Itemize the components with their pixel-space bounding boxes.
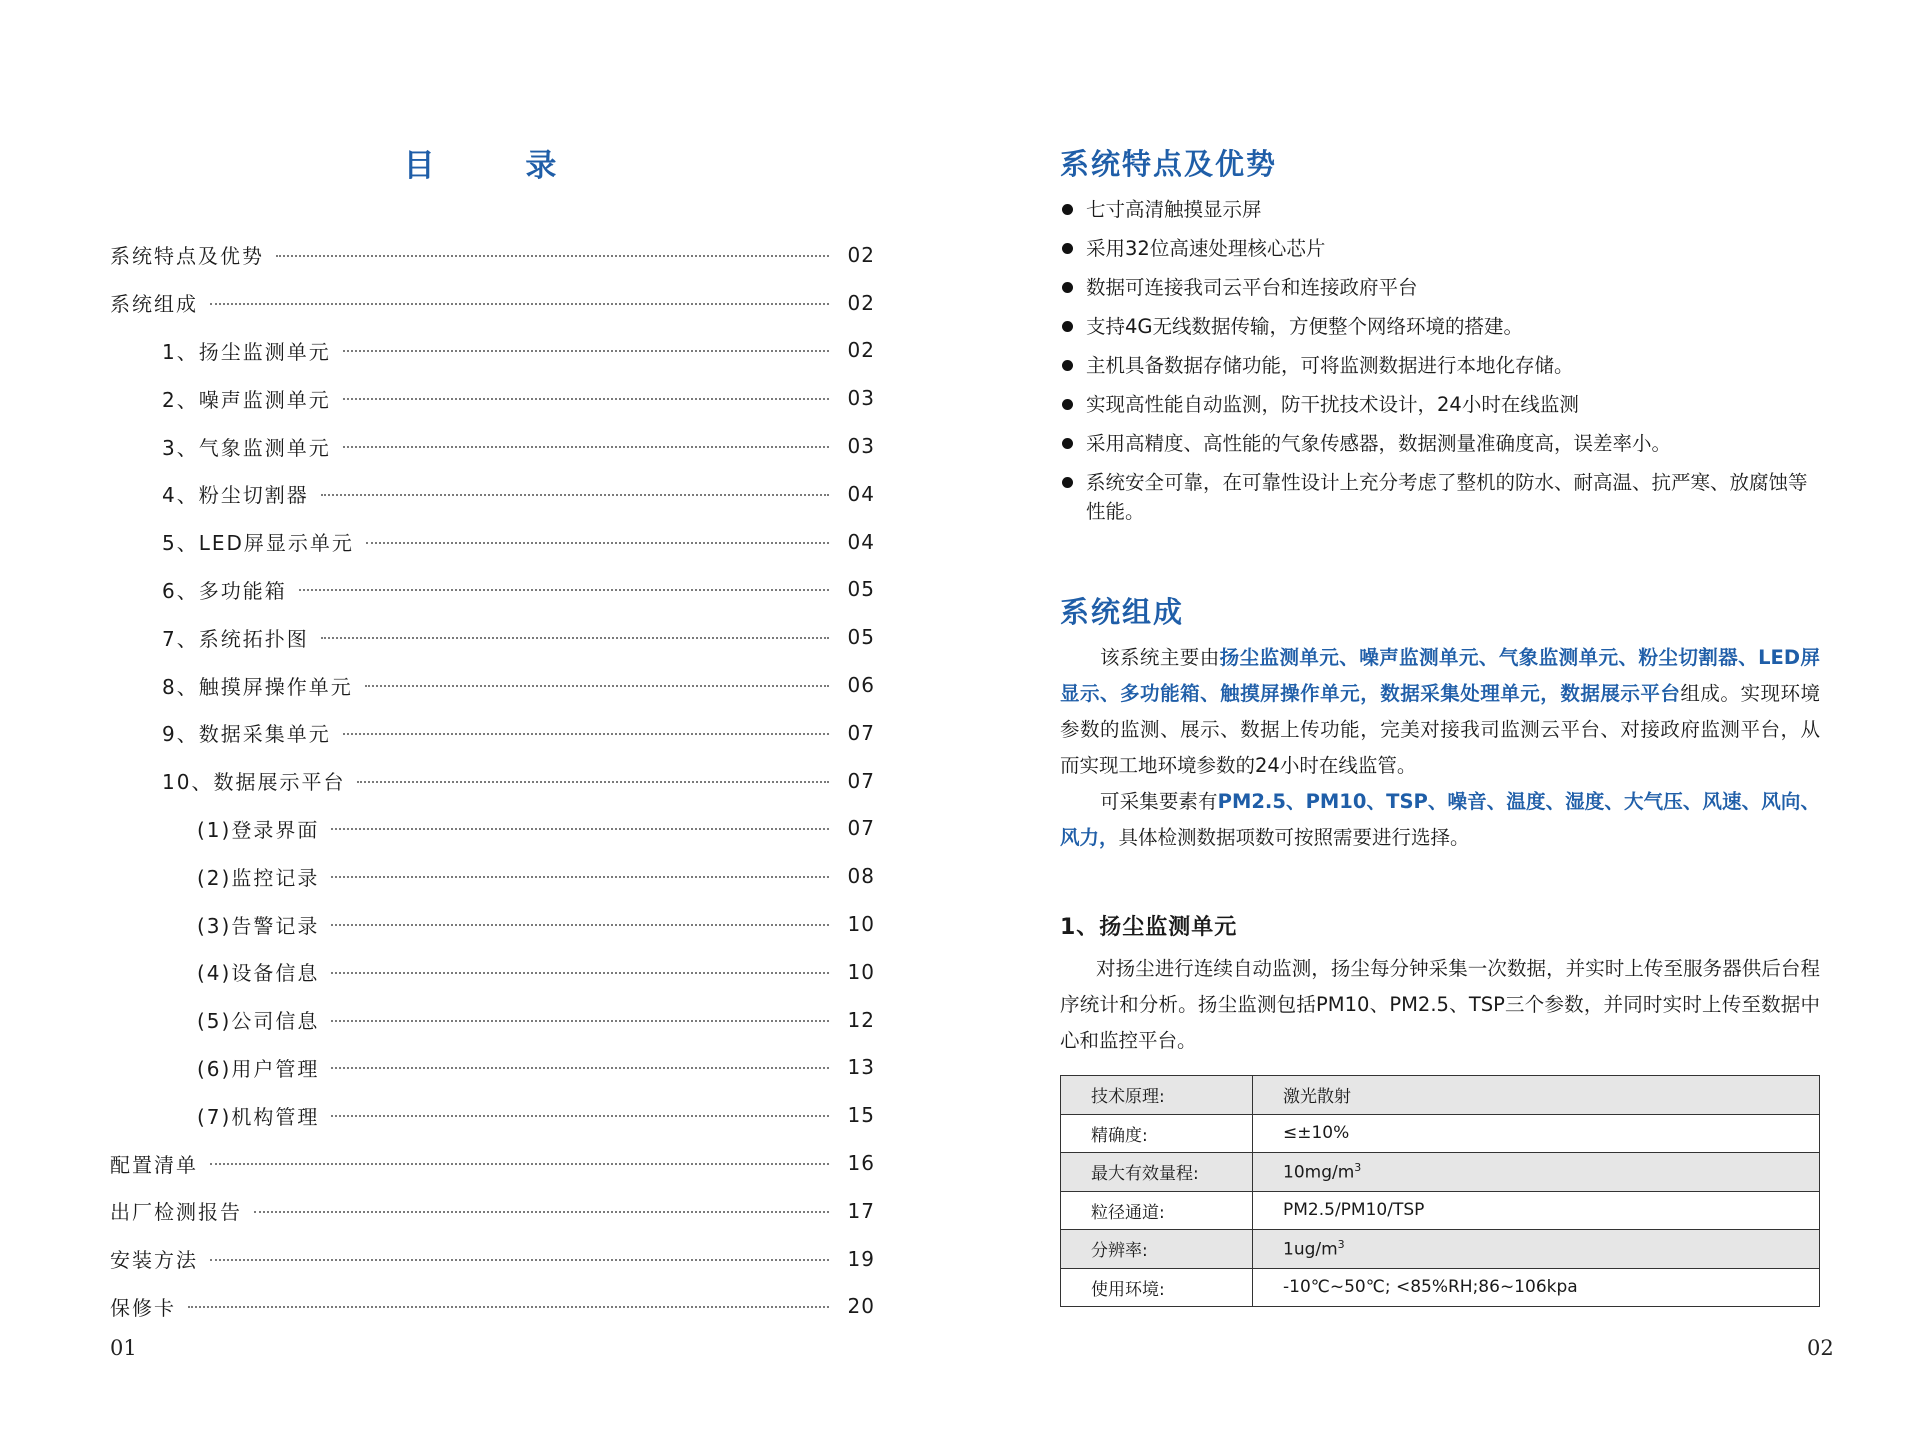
toc-entry-label: 保修卡 <box>110 1295 176 1320</box>
toc-entry-page: 04 <box>847 529 875 554</box>
toc-entry <box>110 518 875 566</box>
spec-value-superscript: 3 <box>1354 1160 1362 1174</box>
toc-leader-dots <box>331 924 829 926</box>
toc-entry-page: 07 <box>847 816 875 841</box>
toc-entry <box>110 1044 875 1092</box>
feature-list <box>1060 195 1820 536</box>
composition-paragraph-1 <box>1060 640 1820 784</box>
page-number-left: 01 <box>110 1336 137 1360</box>
spec-key: 分辨率: <box>1061 1230 1253 1269</box>
toc-leader-dots <box>210 1163 829 1165</box>
spec-row <box>1061 1268 1820 1307</box>
spec-value <box>1253 1076 1820 1115</box>
spec-value-superscript: 3 <box>1337 1237 1345 1251</box>
toc-entry-label: 2、噪声监测单元 <box>162 387 331 412</box>
toc-entry-page: 19 <box>847 1246 875 1271</box>
toc-leader-dots <box>299 589 829 591</box>
toc-entry <box>110 1283 875 1331</box>
toc-entry <box>110 757 875 805</box>
toc-entry <box>110 900 875 948</box>
spec-key: 技术原理: <box>1061 1076 1253 1115</box>
toc-leader-dots <box>331 1067 829 1069</box>
toc-entry <box>110 661 875 709</box>
feature-item: 实现高性能自动监测，防干扰技术设计，24小时在线监测 <box>1060 390 1820 419</box>
toc-leader-dots <box>343 398 829 400</box>
feature-item: 采用32位高速处理核心芯片 <box>1060 234 1820 263</box>
toc-entry-label: (7)机构管理 <box>197 1104 320 1129</box>
composition-p2-suffix: 具体检测数据项数可按照需要进行选择。 <box>1118 826 1470 849</box>
toc-entry <box>110 996 875 1044</box>
toc-entry-label: (5)公司信息 <box>197 1009 320 1034</box>
toc-entry-page: 10 <box>847 959 875 984</box>
toc-entry <box>110 566 875 614</box>
toc-leader-dots <box>331 1020 829 1022</box>
toc-title: 目 录 <box>403 148 597 184</box>
feature-item: 数据可连接我司云平台和连接政府平台 <box>1060 273 1820 302</box>
toc-leader-dots <box>343 350 829 352</box>
toc-entry-page: 02 <box>847 242 875 267</box>
toc-entry <box>110 852 875 900</box>
toc-leader-dots <box>357 781 829 783</box>
toc-entry-label: (3)告警记录 <box>197 913 320 938</box>
composition-p2-prefix: 可采集要素有 <box>1100 790 1218 813</box>
composition-p1-suffix: 组成。实现环境参数的监测、展示、数据上传功能，完美对接我司监测云平台、对接政府监测平台，从而实现工地环境参数的24小时在线监管。 <box>1060 682 1820 777</box>
spec-value-text: -10℃~50℃; <85%RH;86~106kpa <box>1283 1277 1578 1298</box>
toc-entry-label: (1)登录界面 <box>197 817 320 842</box>
toc-entry <box>110 374 875 422</box>
toc-entry <box>110 1187 875 1235</box>
toc-leader-dots <box>321 494 829 496</box>
toc-entry-page: 03 <box>847 386 875 411</box>
toc-entry-label: 系统特点及优势 <box>110 244 264 269</box>
toc-leader-dots <box>210 1259 829 1261</box>
spec-value-text: PM2.5/PM10/TSP <box>1283 1200 1425 1221</box>
toc-leader-dots <box>365 685 829 687</box>
toc-entry-label: 7、系统拓扑图 <box>162 626 309 651</box>
feature-item: 七寸高清触摸显示屏 <box>1060 195 1820 224</box>
toc-entry <box>110 948 875 996</box>
toc-entry-page: 03 <box>847 434 875 459</box>
spec-key: 粒径通道: <box>1061 1191 1253 1230</box>
toc-leader-dots <box>331 972 829 974</box>
toc-entry-page: 07 <box>847 720 875 745</box>
spec-value-text: 10mg/m <box>1283 1162 1355 1183</box>
toc-leader-dots <box>210 303 829 305</box>
toc-entry-page: 07 <box>847 768 875 793</box>
spec-row <box>1061 1153 1820 1192</box>
spec-value <box>1253 1230 1820 1269</box>
toc-entry-label: 安装方法 <box>110 1248 198 1273</box>
toc-entry-label: 配置清单 <box>110 1152 198 1177</box>
toc-leader-dots <box>366 542 829 544</box>
toc-list <box>110 231 875 1330</box>
spec-row <box>1061 1230 1820 1269</box>
toc-entry <box>110 1235 875 1283</box>
toc-entry-page: 16 <box>847 1151 875 1176</box>
spec-value <box>1253 1268 1820 1307</box>
toc-entry-label: 5、LED屏显示单元 <box>162 531 354 556</box>
toc-leader-dots <box>321 637 829 639</box>
toc-entry <box>110 805 875 853</box>
composition-p2-highlight: PM2.5、PM10、TSP、噪音、温度、湿度、大气压、风速、风向、风力， <box>1060 790 1820 849</box>
feature-item: 系统安全可靠，在可靠性设计上充分考虑了整机的防水、耐高温、抗严寒、放腐蚀等性能。 <box>1060 468 1820 526</box>
toc-entry-label: 6、多功能箱 <box>162 578 287 603</box>
toc-leader-dots <box>331 1115 829 1117</box>
spec-row <box>1061 1191 1820 1230</box>
toc-leader-dots <box>343 446 829 448</box>
toc-entry-page: 06 <box>847 673 875 698</box>
spec-value <box>1253 1114 1820 1153</box>
toc-entry-page: 17 <box>847 1198 875 1223</box>
toc-entry-label: (2)监控记录 <box>197 865 320 890</box>
toc-entry-label: 出厂检测报告 <box>110 1200 242 1225</box>
toc-leader-dots <box>188 1306 829 1308</box>
toc-entry <box>110 231 875 279</box>
composition-p1-prefix: 该系统主要由 <box>1100 646 1220 669</box>
toc-entry-page: 05 <box>847 577 875 602</box>
spec-table <box>1060 1075 1820 1307</box>
page-number-right: 02 <box>1807 1336 1834 1360</box>
toc-entry-page: 08 <box>847 864 875 889</box>
content-page <box>960 0 1920 1447</box>
features-heading: 系统特点及优势 <box>1060 147 1278 181</box>
toc-entry <box>110 470 875 518</box>
spec-value <box>1253 1191 1820 1230</box>
toc-entry-page: 02 <box>847 338 875 363</box>
feature-item: 支持4G无线数据传输，方便整个网络环境的搭建。 <box>1060 312 1820 341</box>
toc-entry-label: 1、扬尘监测单元 <box>162 339 331 364</box>
toc-entry-page: 20 <box>847 1294 875 1319</box>
toc-entry-label: 10、数据展示平台 <box>162 770 346 795</box>
toc-entry-page: 02 <box>847 290 875 315</box>
toc-leader-dots <box>343 733 829 735</box>
toc-entry <box>110 279 875 327</box>
spec-value-text: 激光散射 <box>1283 1087 1351 1108</box>
feature-item: 采用高精度、高性能的气象传感器，数据测量准确度高，误差率小。 <box>1060 429 1820 458</box>
toc-entry-label: (4)设备信息 <box>197 961 320 986</box>
spec-value-text: ≤±10% <box>1283 1123 1350 1144</box>
toc-leader-dots <box>276 255 829 257</box>
toc-entry <box>110 1139 875 1187</box>
toc-entry-label: 8、触摸屏操作单元 <box>162 674 353 699</box>
toc-entry <box>110 327 875 375</box>
toc-entry-page: 05 <box>847 625 875 650</box>
toc-entry-label: 3、气象监测单元 <box>162 435 331 460</box>
toc-entry-label: 9、数据采集单元 <box>162 722 331 747</box>
toc-leader-dots <box>254 1211 829 1213</box>
dust-unit-heading: 1、扬尘监测单元 <box>1060 915 1238 940</box>
feature-item: 主机具备数据存储功能，可将监测数据进行本地化存储。 <box>1060 351 1820 380</box>
toc-entry-page: 10 <box>847 912 875 937</box>
composition-heading: 系统组成 <box>1060 595 1185 629</box>
composition-p1-highlight: 扬尘监测单元、噪声监测单元、气象监测单元、粉尘切割器、LED屏显示、多功能箱、触摸屏操作单元，数据采集处理单元，数据展示平台 <box>1060 646 1820 705</box>
toc-entry <box>110 613 875 661</box>
toc-entry <box>110 709 875 757</box>
toc-entry-label: 系统组成 <box>110 292 198 317</box>
spec-row <box>1061 1114 1820 1153</box>
toc-entry <box>110 422 875 470</box>
toc-entry-page: 13 <box>847 1055 875 1080</box>
toc-entry <box>110 1091 875 1139</box>
toc-entry-page: 15 <box>847 1103 875 1128</box>
spec-key: 最大有效量程: <box>1061 1153 1253 1192</box>
spec-key: 使用环境: <box>1061 1268 1253 1307</box>
toc-leader-dots <box>331 828 829 830</box>
spec-row <box>1061 1076 1820 1115</box>
toc-entry-page: 04 <box>847 481 875 506</box>
toc-entry-page: 12 <box>847 1007 875 1032</box>
toc-entry-label: (6)用户管理 <box>197 1056 320 1081</box>
spec-value-text: 1ug/m <box>1283 1239 1338 1260</box>
spec-key: 精确度: <box>1061 1114 1253 1153</box>
spec-value <box>1253 1153 1820 1192</box>
toc-leader-dots <box>331 876 829 878</box>
composition-paragraph-2 <box>1060 784 1820 856</box>
dust-unit-paragraph: 对扬尘进行连续自动监测，扬尘每分钟采集一次数据，并实时上传至服务器供后台程序统计和分析。扬尘监测包括PM10、PM2.5、TSP三个参数，并同时实时上传至数据中心和监控平台。 <box>1060 957 1820 1052</box>
toc-entry-label: 4、粉尘切割器 <box>162 483 309 508</box>
